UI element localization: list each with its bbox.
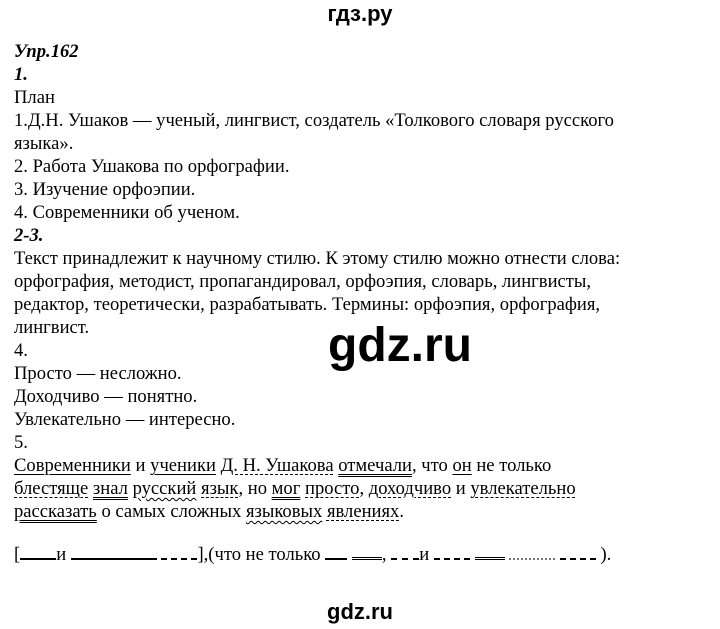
synonym-line: Просто — несложно. <box>14 363 182 384</box>
scheme-clause-start: ],(что не только <box>197 544 326 565</box>
style-text-line: лингвист. <box>14 317 90 338</box>
part5-label: 5. <box>14 432 28 453</box>
attribute-word: языковых <box>245 501 323 522</box>
predicate-word: отмечали <box>338 455 412 476</box>
sentence-text: . <box>399 501 404 522</box>
scheme-adverbial-blank <box>391 542 419 560</box>
plan-item: языка». <box>14 133 74 154</box>
parsed-sentence-line <box>14 454 714 477</box>
attribute-word: русский <box>132 478 197 499</box>
parsed-sentence-line <box>14 500 714 523</box>
synonym-line: Доходчиво — понятно. <box>14 386 198 407</box>
part23-label: 2-3. <box>14 225 44 246</box>
part4-label: 4. <box>14 340 28 361</box>
sentence-text: , что <box>411 455 453 476</box>
scheme-and: и <box>419 544 430 565</box>
scheme-object-blank <box>560 542 596 560</box>
plan-item: 1.Д.Н. Ушаков — ученый, лингвист, создатель «Толкового словаря русского <box>14 110 614 131</box>
scheme-subject-blank <box>325 542 347 560</box>
parsed-sentence-line <box>14 477 714 500</box>
scheme-subject-blank <box>20 542 56 560</box>
scheme-subject-blank <box>71 542 157 560</box>
scheme-bracket-open: [ <box>14 544 21 565</box>
synonym-line: Увлекательно — интересно. <box>14 409 236 430</box>
adverbial-word: увлекательно <box>470 478 576 499</box>
answer-content <box>14 40 714 566</box>
sentence-text: и <box>451 478 471 499</box>
plan-heading: План <box>14 87 55 108</box>
predicate-word: рассказать <box>14 501 97 522</box>
sentence-scheme <box>14 541 714 566</box>
sentence-text: о самых сложных <box>96 501 246 522</box>
subject-word: он <box>452 455 472 476</box>
scheme-predicate-blank <box>475 541 505 560</box>
scheme-object-blank <box>161 542 197 560</box>
sentence-text: , но <box>238 478 272 499</box>
style-text-line: Текст принадлежит к научному стилю. К этому стилю можно отнести слова: <box>14 248 621 269</box>
plan-item: 3. Изучение орфоэпии. <box>14 179 196 200</box>
object-word: язык <box>201 478 239 499</box>
watermark-center: gdz.ru <box>328 319 472 372</box>
adverbial-word: просто <box>305 478 360 499</box>
scheme-adverbial-blank <box>434 542 470 560</box>
scheme-predicate-blank <box>352 541 382 560</box>
predicate-word: знал <box>92 478 128 499</box>
sentence-text: не только <box>471 455 552 476</box>
plan-item: 2. Работа Ушакова по орфографии. <box>14 156 290 177</box>
watermark-bottom: gdz.ru <box>327 599 393 624</box>
predicate-word: мог <box>271 478 301 499</box>
watermark-top: гдз.ру <box>327 1 393 26</box>
object-word: явлениях <box>326 501 400 522</box>
scheme-end: ). <box>600 544 612 565</box>
sentence-text: , <box>359 478 369 499</box>
object-word: Д. Н. Ушакова <box>220 455 334 476</box>
subject-word: ученики <box>150 455 216 476</box>
adverbial-word: блестяще <box>14 478 89 499</box>
scheme-and: и <box>56 544 67 565</box>
sentence-text: и <box>130 455 151 476</box>
scheme-attribute-blank <box>509 542 555 560</box>
scheme-comma: , <box>381 544 387 565</box>
adverbial-word: доходчиво <box>368 478 452 499</box>
style-text-line: редактор, теоретически, разрабатывать. Термины: орфоэпия, орфография, <box>14 294 601 315</box>
plan-item: 4. Современники об ученом. <box>14 202 240 223</box>
part1-label: 1. <box>14 64 28 85</box>
exercise-title: Упр.162 <box>14 41 79 62</box>
style-text-line: орфография, методист, пропагандировал, орфоэпия, словарь, лингвисты, <box>14 271 592 292</box>
subject-word: Современники <box>14 455 131 476</box>
